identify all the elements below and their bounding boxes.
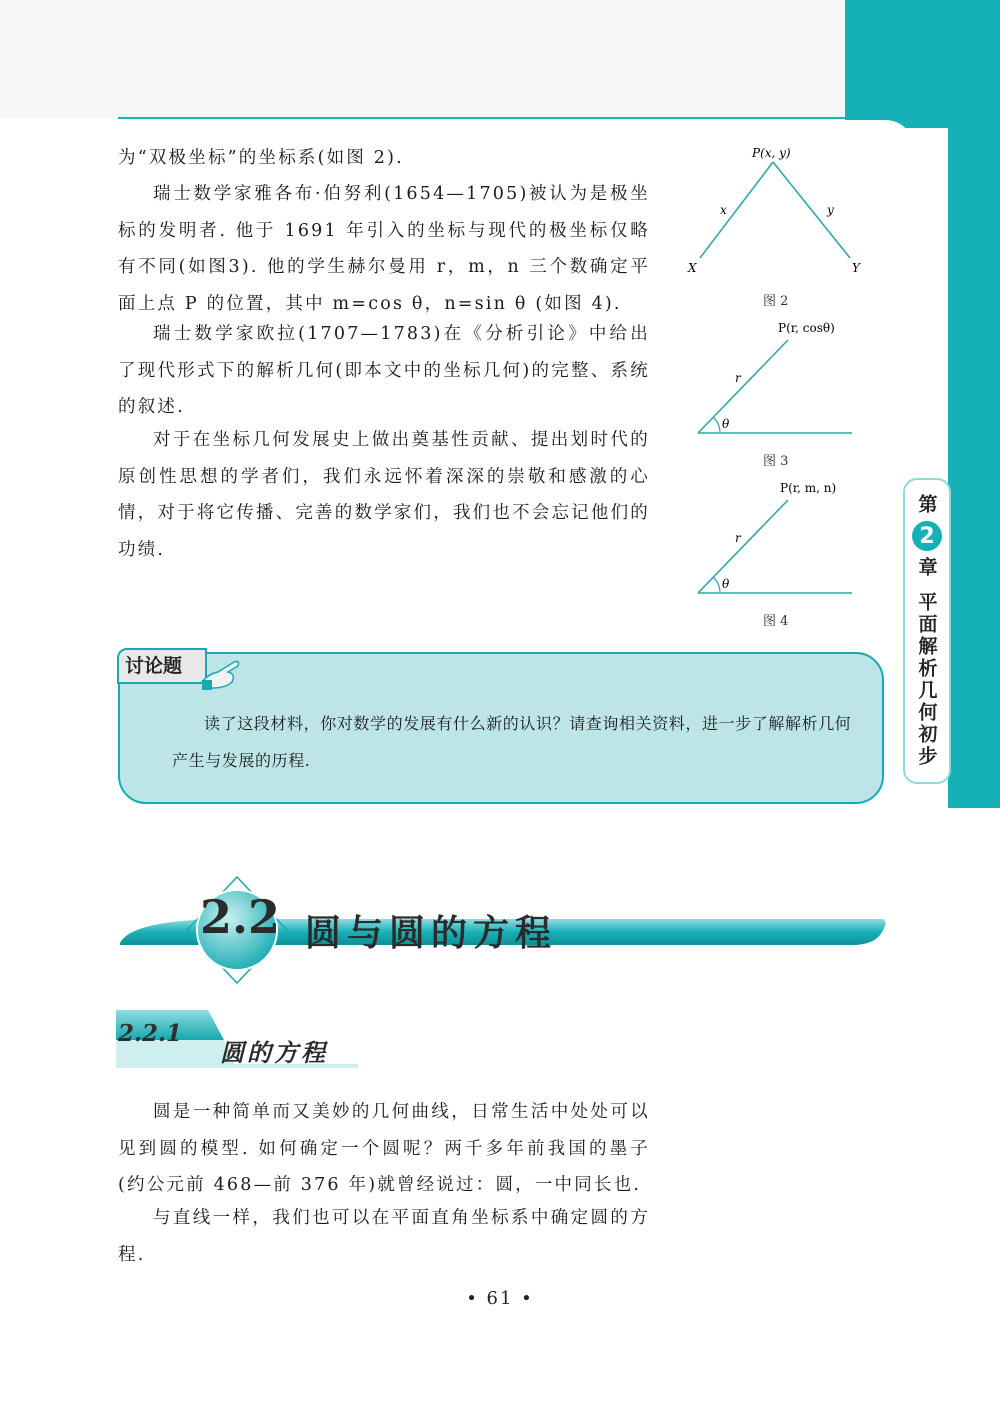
section-title: 圆与圆的方程 xyxy=(305,912,558,954)
side-accent-bar xyxy=(948,128,1000,808)
fig3-ray xyxy=(698,340,788,433)
corner-accent xyxy=(845,0,1000,128)
fig4-ray xyxy=(698,500,788,593)
fig2-left-line xyxy=(700,162,773,258)
fig4-angle-label: θ xyxy=(722,577,730,591)
figure-2-diagram xyxy=(680,140,870,285)
fig2-apex-label: P(x, y) xyxy=(752,146,791,160)
fig3-side-label: r xyxy=(735,371,741,385)
fig3-angle-arc xyxy=(713,417,720,433)
discussion-title: 讨论题 xyxy=(117,648,207,684)
figure-4-diagram xyxy=(690,478,865,603)
chapter-prefix: 第 xyxy=(915,494,938,515)
paragraph-tribute: 对于在坐标几何发展史上做出奠基性贡献、提出划时代的原创性思想的学者们，我们永远怀着深深的崇敬和感激的心情，对于将它传播、完善的数学家们，我们也不会忘记他们的功绩. xyxy=(118,430,650,560)
subsection-number: 2.2.1 xyxy=(118,1020,183,1047)
chapter-title: 平面解析几何初步 xyxy=(915,592,938,768)
fig2-right-side: y xyxy=(827,203,834,217)
header-band xyxy=(0,0,845,118)
fig4-angle-arc xyxy=(713,577,720,593)
chapter-number: 2 xyxy=(912,521,942,551)
pointing-hand-icon xyxy=(198,652,246,692)
fig4-caption: 图 4 xyxy=(763,614,789,629)
fig2-left-side: x xyxy=(720,203,727,217)
paragraph-euler: 瑞士数学家欧拉(1707—1783)在《分析引论》中给出了现代形式下的解析几何(即本文中的坐标几何)的完整、系统的叙述. xyxy=(118,324,650,417)
fig2-right-line xyxy=(773,162,850,258)
fig3-angle-label: θ xyxy=(722,417,730,431)
chapter-suffix: 章 xyxy=(915,557,938,578)
header-rule xyxy=(118,117,845,119)
discussion-text: 读了这段材料，你对数学的发展有什么新的认识？请查询相关资料，进一步了解解析几何产生与发展的历程. xyxy=(172,714,852,770)
paragraph-intro: 为“双极坐标”的坐标系(如图 2). xyxy=(118,148,404,168)
fig3-caption: 图 3 xyxy=(763,454,789,469)
fig4-point-label: P(r, m, n) xyxy=(780,481,837,495)
section-number: 2.2 xyxy=(200,890,281,944)
fig2-left-foot: X xyxy=(688,261,697,275)
paragraph-circle-intro: 圆是一种简单而又美妙的几何曲线，日常生活中处处可以见到圆的模型. 如何确定一个圆呢？两千多年前我国的墨子(约公元前 468—前 376 年)就曾经说过：圆，一中同长也. xyxy=(118,1102,650,1195)
fig2-caption: 图 2 xyxy=(763,294,789,309)
subsection-title: 圆的方程 xyxy=(220,1038,328,1067)
page-number: • 61 • xyxy=(466,1288,534,1309)
chapter-tab[interactable] xyxy=(903,478,951,784)
paragraph-bernoulli: 瑞士数学家雅各布·伯努利(1654—1705)被认为是极坐标的发明者. 他于 1691 年引入的坐标与现代的极坐标仅略有不同(如图3). 他的学生赫尔曼用 r，m，n 三个数确定平面上点 P 的位置，其中 m=cos θ，n=sin θ (如图 4). xyxy=(118,184,650,314)
fig2-right-foot: Y xyxy=(852,261,860,275)
fig4-side-label: r xyxy=(735,531,741,545)
fig3-point-label: P(r, cosθ) xyxy=(778,321,835,335)
figure-3-diagram xyxy=(690,318,865,443)
paragraph-circle-equation: 与直线一样，我们也可以在平面直角坐标系中确定圆的方程. xyxy=(118,1208,650,1265)
